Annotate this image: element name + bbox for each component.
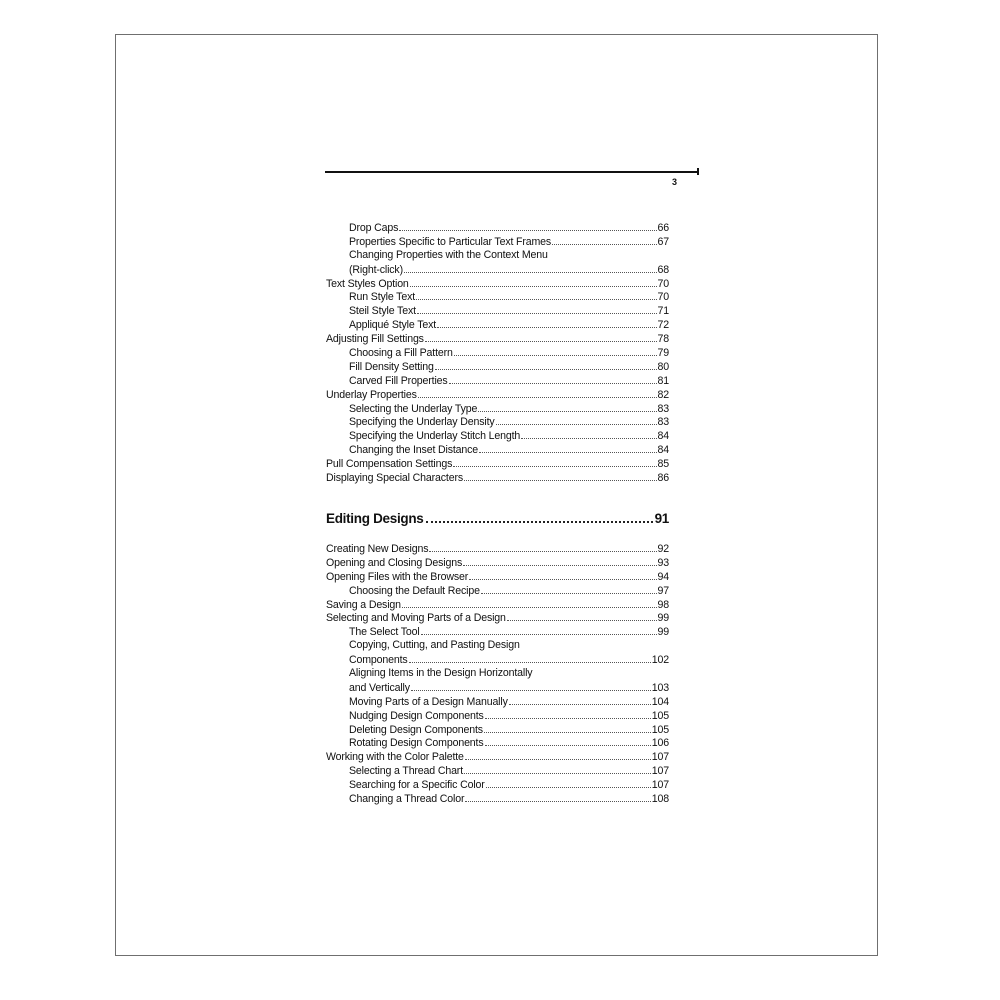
chapter-title: Editing Designs xyxy=(326,511,424,526)
toc-entry-page: 99 xyxy=(657,626,669,639)
toc-entry-title: Properties Specific to Particular Text Frames xyxy=(349,235,552,248)
toc-dot-leader xyxy=(485,736,651,746)
toc-entry-title: Choosing a Fill Pattern xyxy=(349,347,453,360)
toc-dot-leader xyxy=(464,764,651,774)
toc-entry xyxy=(326,346,669,360)
toc-entry-page: 94 xyxy=(657,570,669,583)
toc-entry-title: Searching for a Specific Color xyxy=(349,779,485,792)
toc-entry xyxy=(326,709,669,723)
toc-entry-page: 99 xyxy=(657,612,669,625)
toc-entry-page: 68 xyxy=(657,263,669,276)
toc-entry-title: Drop Caps xyxy=(349,222,399,234)
toc-entry-title: Changing Properties with the Context Menu xyxy=(349,248,548,261)
chapter-page: 91 xyxy=(654,511,669,526)
toc-dot-leader xyxy=(485,709,651,719)
toc-dot-leader xyxy=(484,723,651,733)
toc-entry xyxy=(326,388,669,402)
toc-entry-page: 81 xyxy=(657,374,669,387)
toc-entry-page: 80 xyxy=(657,360,669,373)
toc-entry xyxy=(326,457,669,471)
toc-entry xyxy=(326,277,669,291)
toc-entry xyxy=(326,750,669,764)
toc-entry-title: Selecting and Moving Parts of a Design xyxy=(326,612,506,625)
toc-dot-leader xyxy=(402,598,657,608)
toc-entry-title: Opening Files with the Browser xyxy=(326,570,469,583)
toc-entry xyxy=(326,792,669,806)
toc-entry-title: Working with the Color Palette xyxy=(326,751,464,764)
toc-dot-leader xyxy=(465,750,651,760)
toc-entry-title: Run Style Text xyxy=(349,291,416,304)
toc-entry-page: 98 xyxy=(657,598,669,611)
toc-entry xyxy=(326,681,669,695)
toc-entry xyxy=(326,778,669,792)
toc-entry-page: 83 xyxy=(657,416,669,429)
toc-entry xyxy=(326,764,669,778)
toc-entry-page: 86 xyxy=(657,472,669,485)
toc-entry-title: The Select Tool xyxy=(349,626,420,639)
toc-entry-page: 84 xyxy=(657,430,669,443)
toc-entry xyxy=(326,695,669,709)
toc-entry-page: 105 xyxy=(651,723,669,736)
toc-dot-leader xyxy=(479,443,656,453)
toc-entry-title: Components xyxy=(349,654,408,667)
toc-dot-leader xyxy=(552,235,656,245)
toc-entry-page: 82 xyxy=(657,388,669,401)
toc-entry xyxy=(326,360,669,374)
toc-dot-leader xyxy=(417,304,657,314)
toc-entry-title: Specifying the Underlay Density xyxy=(349,416,495,429)
toc-dot-leader xyxy=(465,792,650,802)
toc-dot-leader xyxy=(521,429,656,439)
toc-entry xyxy=(326,235,669,249)
toc-dot-leader xyxy=(507,611,657,621)
toc-entry xyxy=(326,736,669,750)
toc-dot-leader xyxy=(410,277,657,287)
toc-entry xyxy=(326,611,669,625)
toc-entry-title: Opening and Closing Designs xyxy=(326,556,463,569)
toc-entry xyxy=(326,443,669,457)
page-number: 3 xyxy=(672,177,678,187)
toc-entry-title: Steil Style Text xyxy=(349,305,416,318)
toc-entry-title: (Right-click) xyxy=(349,263,403,276)
toc-entry xyxy=(326,290,669,304)
toc-entry-page: 107 xyxy=(651,765,669,778)
toc-dot-leader xyxy=(404,263,657,273)
toc-entry-title: Appliqué Style Text xyxy=(349,319,437,332)
toc-entry-title: Changing a Thread Color xyxy=(349,793,465,806)
toc-entry-title: Displaying Special Characters xyxy=(326,472,463,485)
toc-entry xyxy=(326,332,669,346)
toc-entry xyxy=(326,318,669,332)
toc-entry-page: 85 xyxy=(657,458,669,471)
toc-entry-title: Selecting the Underlay Type xyxy=(349,402,478,415)
toc-entry xyxy=(326,402,669,416)
toc-entry-page: 71 xyxy=(657,305,669,318)
toc-entry-title: and Vertically xyxy=(349,681,410,694)
toc-dot-leader xyxy=(425,332,657,342)
toc-dot-leader xyxy=(411,681,651,691)
toc-entry-title: Creating New Designs xyxy=(326,543,429,555)
toc-entry xyxy=(326,429,669,443)
toc-dot-leader xyxy=(453,457,656,467)
toc-dot-leader xyxy=(481,584,657,594)
toc-dot-leader xyxy=(418,388,657,398)
toc-entry xyxy=(326,249,669,263)
toc-entry-page: 83 xyxy=(657,402,669,415)
toc-dot-leader xyxy=(509,695,651,705)
toc-dot-leader xyxy=(464,471,657,481)
toc-entry xyxy=(326,556,669,570)
toc-dot-leader xyxy=(496,415,657,425)
toc-entry-page: 97 xyxy=(657,584,669,597)
toc-entry xyxy=(326,598,669,612)
toc-entry xyxy=(326,625,669,639)
toc-entry-page: 70 xyxy=(657,291,669,304)
toc-entry-title: Text Styles Option xyxy=(326,277,409,290)
toc-entry-title: Adjusting Fill Settings xyxy=(326,333,424,346)
toc-entry-title: Selecting a Thread Chart xyxy=(349,765,463,778)
toc-entry-title: Carved Fill Properties xyxy=(349,374,448,387)
toc-entry-page: 108 xyxy=(651,793,669,806)
toc-entry-page: 92 xyxy=(657,543,669,555)
toc-dot-leader xyxy=(435,360,657,370)
toc-entry xyxy=(326,653,669,667)
toc-dot-leader xyxy=(416,290,657,300)
toc-entry-page: 70 xyxy=(657,277,669,290)
toc-entry xyxy=(326,304,669,318)
toc-entry-page: 105 xyxy=(651,709,669,722)
toc-entry-page: 93 xyxy=(657,556,669,569)
toc-entry-title: Copying, Cutting, and Pasting Design xyxy=(349,639,520,652)
toc-dot-leader xyxy=(478,402,656,412)
toc-entry-page: 104 xyxy=(651,695,669,708)
toc-dot-leader xyxy=(409,653,651,663)
toc-section-1 xyxy=(326,221,669,485)
toc-entry-page: 72 xyxy=(657,319,669,332)
toc-entry-title: Moving Parts of a Design Manually xyxy=(349,695,508,708)
toc-entry xyxy=(326,374,669,388)
toc-entry-page: 84 xyxy=(657,444,669,457)
toc-entry xyxy=(326,471,669,485)
toc-entry-title: Changing the Inset Distance xyxy=(349,444,479,457)
toc-dot-leader xyxy=(463,556,656,566)
toc-entry xyxy=(326,723,669,737)
toc-entry-title: Choosing the Default Recipe xyxy=(349,584,480,597)
toc-dot-leader xyxy=(399,221,656,231)
toc-entry-page: 79 xyxy=(657,347,669,360)
toc-entry xyxy=(326,584,669,598)
toc-entry-page: 78 xyxy=(657,333,669,346)
toc-dot-leader xyxy=(469,570,656,580)
toc-entry-page: 106 xyxy=(651,737,669,750)
toc-entry-title: Fill Density Setting xyxy=(349,360,434,373)
toc-entry-page: 107 xyxy=(651,751,669,764)
toc-dot-leader xyxy=(449,374,657,384)
chapter-heading xyxy=(326,510,669,526)
toc-entry xyxy=(326,667,669,681)
toc-dot-leader xyxy=(421,625,657,635)
toc-dot-leader xyxy=(486,778,651,788)
toc-section-2 xyxy=(326,542,669,806)
toc-entry xyxy=(326,221,669,235)
header-rule-end xyxy=(697,168,699,175)
toc-entry xyxy=(326,263,669,277)
toc-entry-title: Rotating Design Components xyxy=(349,737,484,750)
toc-dot-leader xyxy=(454,346,657,356)
toc-dot-leader xyxy=(437,318,656,328)
toc-entry xyxy=(326,415,669,429)
toc-entry-title: Deleting Design Components xyxy=(349,723,483,736)
toc-entry-page: 67 xyxy=(657,235,669,248)
chapter-leader xyxy=(426,510,653,523)
toc-entry-page: 103 xyxy=(651,681,669,694)
toc-entry-page: 102 xyxy=(651,654,669,667)
toc-entry-title: Underlay Properties xyxy=(326,388,417,401)
header-rule xyxy=(325,171,699,173)
toc-entry xyxy=(326,542,669,556)
toc-entry-page: 107 xyxy=(651,779,669,792)
toc-entry-title: Saving a Design xyxy=(326,598,401,611)
toc-entry xyxy=(326,639,669,653)
toc-entry-title: Specifying the Underlay Stitch Length xyxy=(349,430,521,443)
toc-entry-title: Aligning Items in the Design Horizontally xyxy=(349,667,533,680)
toc-entry-title: Pull Compensation Settings xyxy=(326,458,453,471)
toc-entry-title: Nudging Design Components xyxy=(349,709,484,722)
toc-entry xyxy=(326,570,669,584)
toc-entry-page: 66 xyxy=(657,222,669,234)
toc-dot-leader xyxy=(429,542,656,552)
